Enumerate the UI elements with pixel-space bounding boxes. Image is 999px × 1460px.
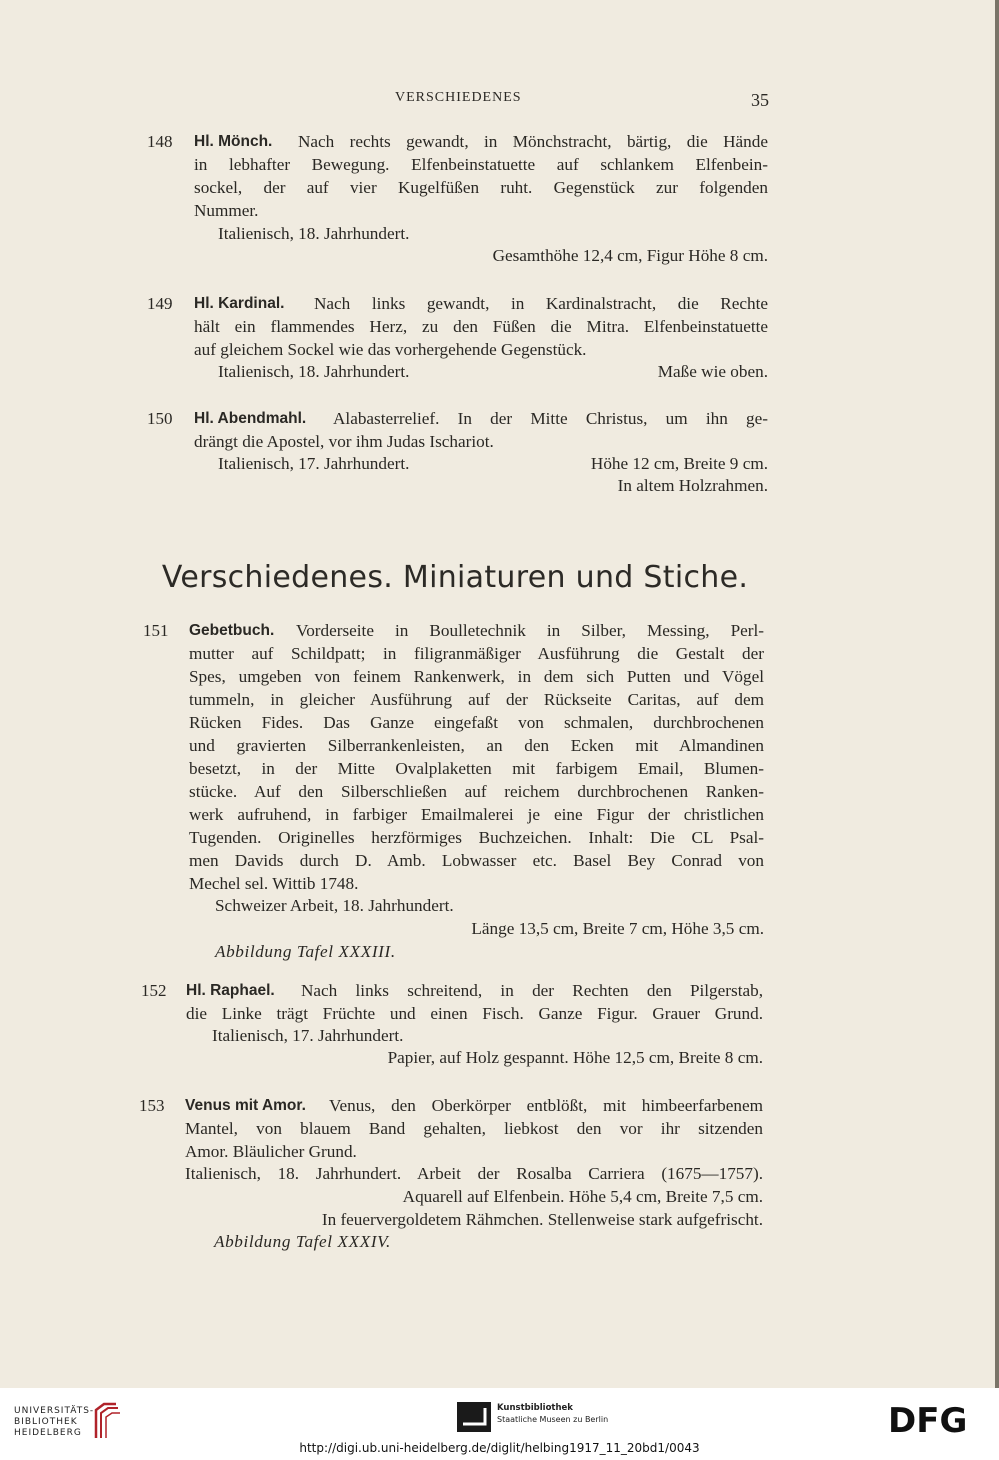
entry-text-line: Nummer. [194,201,259,220]
entry-text-line: werk aufruhend, in farbiger Emailmalerei je eine Figur der christlichen [189,805,764,824]
entry-number: 150 [147,409,173,428]
entry-origin: Italienisch, 17. Jahrhundert. [218,454,410,473]
kunstbibliothek-logo [457,1402,491,1432]
entry-text-line: Amor. Bläulicher Grund. [185,1142,357,1161]
source-url[interactable]: http://digi.ub.uni-heidelberg.de/diglit/helbing1917_11_20bd1/0043 [299,1441,700,1455]
kb-name: Kunstbibliothek [497,1403,573,1413]
entry-heading: Hl. Mönch. [194,133,273,150]
entry-number: 149 [147,294,173,313]
entry-text-line: mutter auf Schildpatt; in filigranmäßiger Ausführung die Gestalt der [189,644,764,663]
entry-text-line: drängt die Apostel, vor ihm Judas Ischariot. [194,432,494,451]
entry-heading: Venus mit Amor. [185,1097,306,1114]
entry-condition-note: In feuervergoldetem Rähmchen. Stellenweise stark aufgefrischt. [321,1210,763,1229]
entry-text-line: sockel, der auf vier Kugelfüßen ruht. Gegenstück zur folgenden [194,178,768,197]
entry-text-line: in lebhafter Bewegung. Elfenbeinstatuette auf schlankem Elfenbein- [194,155,768,174]
entry-text-line: Nach rechts gewandt, in Mönchstracht, bärtig, die Hände [298,132,768,151]
entry-text-line: stücke. Auf den Silberschließen auf reichem durchbrochenen Ranken- [189,782,764,801]
kb-subtitle: Staatliche Museen zu Berlin [497,1415,609,1424]
entry-dimensions: Höhe 12 cm, Breite 9 cm. [590,454,768,473]
entry-text-line: Mantel, von blauem Band gehalten, liebkost den vor ihr sitzenden [185,1119,763,1138]
entry-text-line: Nach links gewandt, in Kardinalstracht, die Rechte [314,294,768,313]
entry-illustration-ref: Abbildung Tafel XXXIV. [214,1232,391,1251]
entry-text-line: und gravierten Silberrankenleisten, an den Ecken mit Almandinen [189,736,764,755]
entry-text-line: hält ein flammendes Herz, zu den Füßen die Mitra. Elfenbeinstatuette [194,317,768,336]
entry-number: 152 [141,981,167,1000]
entry-text-line: Tugenden. Originelles herzförmiges Buchzeichen. Inhalt: Die CL Psal- [189,828,764,847]
entry-text-line: besetzt, in der Mitte Ovalplaketten mit farbigem Email, Blumen- [189,759,764,778]
entry-text-line: auf gleichem Sockel wie das vorhergehende Gegenstück. [194,340,587,359]
dfg-logo [888,1402,983,1436]
kunstbibliothek-label [497,1402,608,1425]
heidelberg-library-logo [90,1400,122,1440]
uni-line-2: BIBLIOTHEK [14,1417,78,1427]
entry-heading: Hl. Kardinal. [194,295,285,312]
entry-text-line: Rücken Fides. Das Ganze eingefaßt von schmalen, durchbrochenen [189,713,764,732]
entry-number: 151 [143,621,169,640]
entry-text-line: men Davids durch D. Amb. Lobwasser etc. Basel Bey Conrad von [189,851,764,870]
entry-illustration-ref: Abbildung Tafel XXXIII. [215,942,396,961]
digitization-footer [0,1388,999,1460]
entry-origin: Italienisch, 18. Jahrhundert. Arbeit der Rosalba Carriera (1675—1757). [185,1164,763,1183]
entry-origin: Italienisch, 18. Jahrhundert. [218,224,410,243]
entry-text-line: tummeln, in gleicher Ausführung auf der Rückseite Caritas, auf dem [189,690,764,709]
page-header [0,88,999,112]
entry-heading: Gebetbuch. [189,622,275,639]
entry-dimensions: Papier, auf Holz gespannt. Höhe 12,5 cm, Breite 8 cm. [387,1048,763,1067]
entry-heading: Hl. Abendmahl. [194,410,307,427]
entry-text-line: Nach links schreitend, in der Rechten den Pilgerstab, [301,981,763,1000]
university-library-label [14,1406,94,1439]
entry-dimensions: Aquarell auf Elfenbein. Höhe 5,4 cm, Breite 7,5 cm. [402,1187,763,1206]
entry-text-line: Alabasterrelief. In der Mitte Christus, um ihn ge- [333,409,768,428]
entry-heading: Hl. Raphael. [186,982,275,999]
entry-origin: Schweizer Arbeit, 18. Jahrhundert. [215,896,454,915]
entry-frame-note: In altem Holzrahmen. [617,476,768,495]
running-title: VERSCHIEDENES [395,90,522,105]
entry-origin: Italienisch, 18. Jahrhundert. [218,362,410,381]
entry-text-line: Spes, umgeben von feinem Rankenwerk, in dem sich Putten und Vögel [189,667,764,686]
entry-text-line: Venus, den Oberkörper entblößt, mit himbeerfarbenem [329,1096,763,1115]
page-edge-shadow [995,0,999,1388]
page-number: 35 [751,90,769,110]
uni-line-3: HEIDELBERG [14,1428,82,1438]
entry-text-line: Vorderseite in Boulletechnik in Silber, Messing, Perl- [296,621,764,640]
entry-dimensions: Gesamthöhe 12,4 cm, Figur Höhe 8 cm. [492,246,768,265]
entry-text-line: Mechel sel. Wittib 1748. [189,874,359,893]
entry-number: 153 [139,1096,165,1115]
entry-number: 148 [147,132,173,151]
entry-dimensions: Länge 13,5 cm, Breite 7 cm, Höhe 3,5 cm. [471,919,764,938]
entry-dimensions: Maße wie oben. [657,362,768,381]
uni-line-1: UNIVERSITÄTS- [14,1406,95,1416]
section-title: Verschiedenes. Miniaturen und Stiche. [161,560,749,595]
entry-origin: Italienisch, 17. Jahrhundert. [212,1026,404,1045]
dfg-text: DFG [888,1402,968,1436]
entry-text-line: die Linke trägt Früchte und einen Fisch. Ganze Figur. Grauer Grund. [186,1004,763,1023]
